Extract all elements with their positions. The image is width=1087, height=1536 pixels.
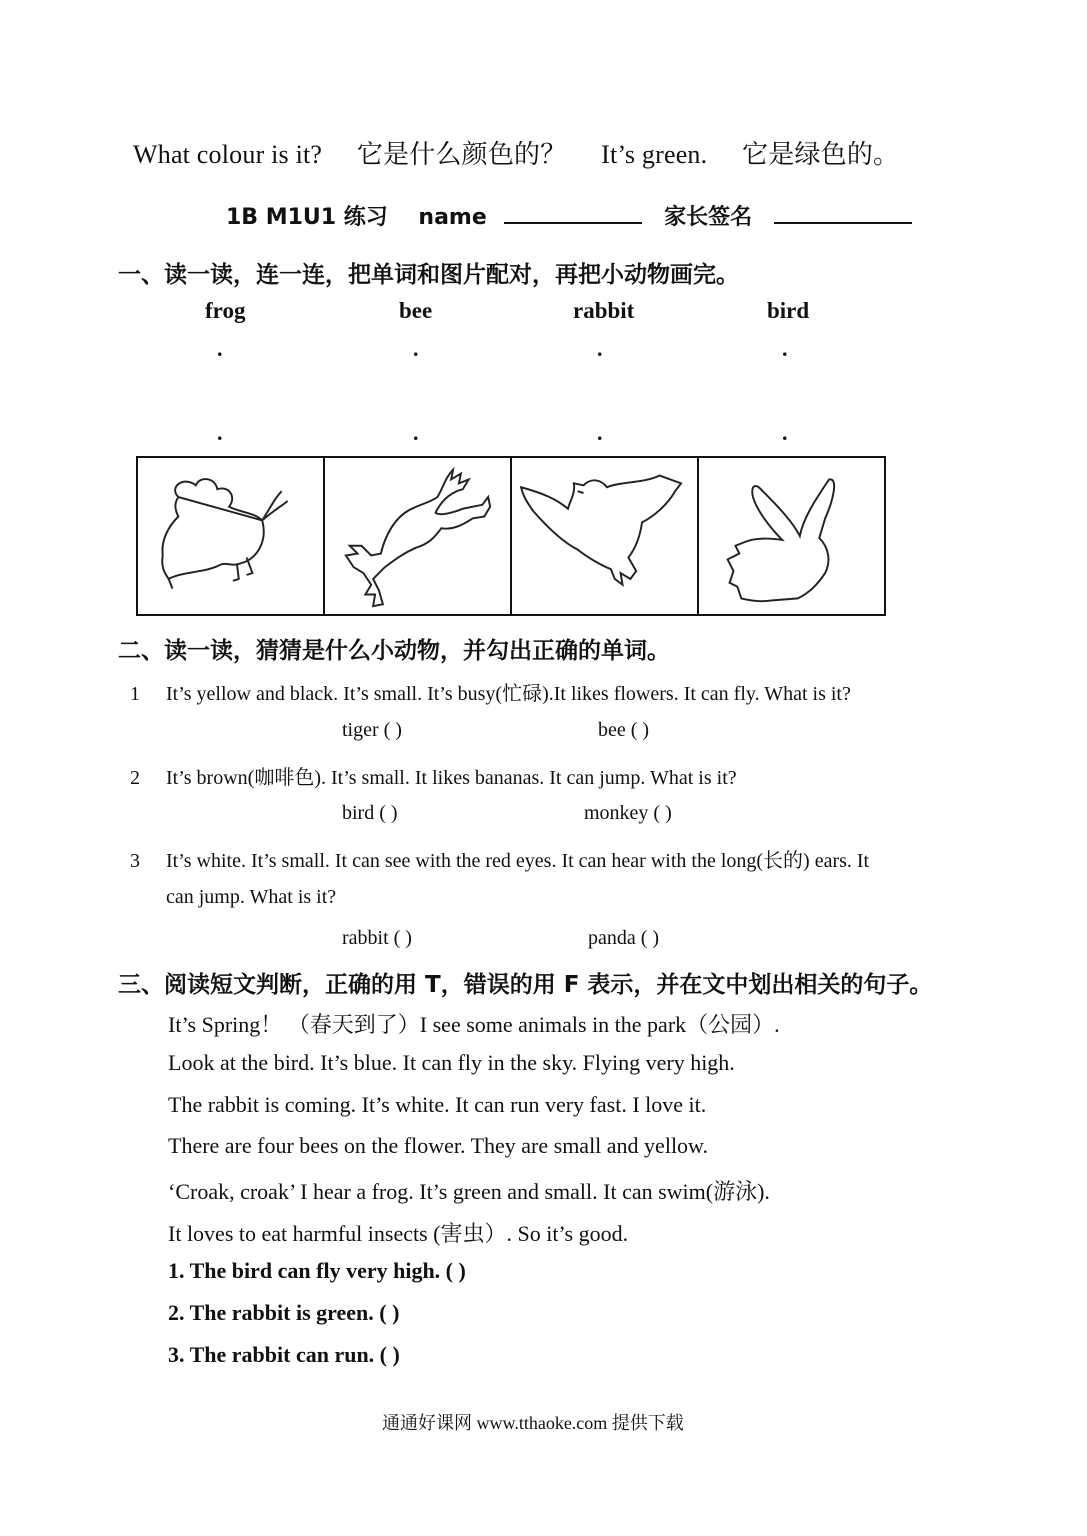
word-dot[interactable]: . [782,336,788,361]
name-label: name [418,205,487,230]
option-bird[interactable]: bird ( ) [342,802,398,824]
worksheet-header [226,200,912,231]
passage-line: Look at the bird. It’s blue. It can fly in the sky. Flying very high. [168,1050,735,1075]
picture-dot[interactable]: . [217,420,223,445]
word-bee: bee [399,298,433,323]
picture-cell-bird[interactable] [512,458,699,614]
picture-dot[interactable]: . [782,420,788,445]
option-bee[interactable]: bee ( ) [598,719,650,741]
word-dot[interactable]: . [597,336,603,361]
parent-sign-label: 家长签名 [664,205,753,230]
section3-title: 三、阅读短文判断，正确的用 T，错误的用 F 表示，并在文中划出相关的句子。 [118,972,933,998]
true-false-statement-2[interactable]: 2. The rabbit is green. ( ) [168,1300,400,1325]
picture-dot[interactable]: . [413,420,419,445]
question-number: 1 [130,683,140,705]
passage-line: ‘Croak, croak’ I hear a frog. It’s green and small. It can swim(游泳). [168,1179,770,1204]
word-rabbit: rabbit [573,298,635,323]
true-false-statement-3[interactable]: 3. The rabbit can run. ( ) [168,1342,400,1367]
picture-cell-frog[interactable] [325,458,512,614]
question-1 [130,677,851,706]
section1-title: 一、读一读，连一连，把单词和图片配对，再把小动物画完。 [118,262,739,288]
question-number: 2 [130,767,140,789]
option-rabbit[interactable]: rabbit ( ) [342,927,412,949]
option-panda[interactable]: panda ( ) [588,927,660,949]
frog-outline-icon [325,458,510,614]
picture-dot[interactable]: . [597,420,603,445]
bird-outline-icon [512,458,697,614]
section2-title: 二、读一读，猜猜是什么小动物，并勾出正确的单词。 [118,638,670,664]
word-dot[interactable]: . [217,336,223,361]
animal-picture-row [136,456,886,616]
intro-answer-cn: 它是绿色的。 [742,140,900,169]
intro-sentence [133,134,927,171]
true-false-statement-1[interactable]: 1. The bird can fly very high. ( ) [168,1258,466,1283]
word-bird: bird [767,298,810,323]
bee-outline-icon [138,458,323,614]
picture-cell-bee[interactable] [138,458,325,614]
picture-cell-rabbit[interactable] [699,458,884,614]
word-dot[interactable]: . [413,336,419,361]
worksheet-title: 1B M1U1 练习 [226,205,388,230]
passage-line: The rabbit is coming. It’s white. It can run very fast. I love it. [168,1092,707,1117]
question-number: 3 [130,850,140,872]
question-text: It’s white. It’s small. It can see with the red eyes. It can hear with the long(长的) ears. It [166,850,870,872]
passage-line: It loves to eat harmful insects (害虫）. So it’s good. [168,1221,629,1246]
question-2 [130,761,737,790]
question-text: It’s yellow and black. It’s small. It’s busy(忙碌).It likes flowers. It can fly. What is it? [166,683,851,705]
intro-answer-en: It’s green. [601,140,708,169]
name-blank[interactable] [504,204,642,224]
parent-sign-blank[interactable] [774,204,912,224]
rabbit-outline-icon [699,458,884,614]
question-text: It’s brown(咖啡色). It’s small. It likes bananas. It can jump. What is it? [166,767,737,789]
option-tiger[interactable]: tiger ( ) [342,719,402,741]
passage-line: There are four bees on the flower. They are small and yellow. [168,1133,709,1158]
question-3-continued: can jump. What is it? [166,886,337,908]
question-3 [130,844,869,873]
option-monkey[interactable]: monkey ( ) [584,802,672,824]
intro-question-en: What colour is it? [133,140,323,169]
word-frog: frog [205,298,246,323]
intro-question-cn: 它是什么颜色的？ [356,140,567,169]
footer-credit: 通通好课网 www.tthaoke.com 提供下载 [382,1413,684,1433]
passage-line: It’s Spring！ （春天到了）I see some animals in the park（公园）. [168,1012,780,1037]
